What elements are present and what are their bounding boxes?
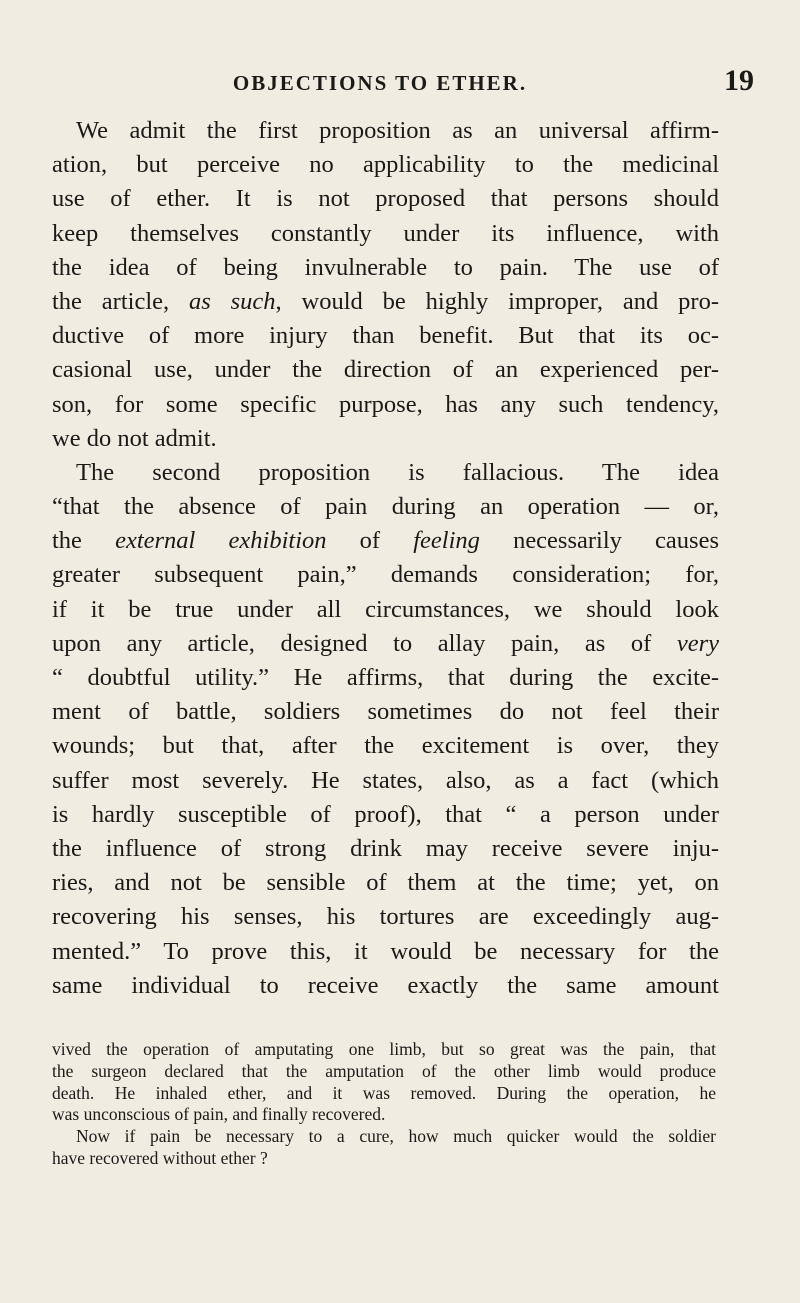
text-line: suffer most severely. He states, also, as a fact (which	[52, 766, 719, 794]
running-head	[40, 64, 754, 100]
text-line: ries, and not be sensible of them at the time; yet, on	[52, 869, 719, 897]
text-line: recovering his senses, his tortures are exceedingly aug-	[52, 903, 719, 931]
footnote	[52, 1039, 716, 1170]
text-line: we do not admit.	[52, 424, 217, 452]
footnote-line: was unconscious of pain, and finally recovered.	[52, 1104, 386, 1125]
text-line: same individual to receive exactly the same amount	[52, 971, 719, 999]
running-title: OBJECTIONS TO ETHER.	[232, 71, 528, 95]
footnote-line: Now if pain be necessary to a cure, how much quicker would the soldier	[76, 1126, 716, 1147]
text-line	[52, 524, 719, 558]
text-run: the article,	[52, 287, 189, 315]
text-line	[52, 285, 719, 319]
text-line: greater subsequent pain,” demands consideration; for,	[52, 561, 719, 589]
text-line: ment of battle, soldiers sometimes do not feel their	[52, 698, 719, 726]
page-number: 19	[724, 64, 754, 97]
footnote-line: vived the operation of amputating one limb, but so great was the pain, that	[52, 1039, 716, 1059]
text-line: We admit the first proposition as an universal affirm-	[76, 117, 719, 144]
footnote-line: death. He inhaled ether, and it was removed. During the operation, he	[52, 1082, 716, 1103]
text-line: is hardly susceptible of proof), that “ a person under	[52, 800, 719, 828]
italic-phrase: as such	[188, 287, 276, 315]
italic-phrase: very	[676, 629, 719, 657]
body-text	[52, 114, 719, 1003]
text-line: if it be true under all circumstances, we should look	[52, 595, 719, 623]
text-line: The second proposition is fallacious. The idea	[76, 458, 719, 486]
text-line: casional use, under the direction of an experienced per-	[52, 356, 719, 384]
text-line: “that the absence of pain during an operation — or,	[52, 493, 719, 521]
text-line: son, for some specific purpose, has any such tendency,	[52, 390, 719, 418]
footnote-line: have recovered without ether ?	[52, 1147, 268, 1168]
text-run: , would be highly improper, and pro-	[275, 287, 719, 315]
text-line: ductive of more injury than benefit. But that its oc-	[52, 322, 719, 350]
text-line: mented.” To prove this, it would be necessary for the	[52, 937, 719, 965]
text-line: wounds; but that, after the excitement is over, they	[52, 732, 719, 760]
text-line: keep themselves constantly under its influence, with	[52, 219, 719, 247]
text-run: upon any article, designed to allay pain, as of	[52, 629, 677, 657]
text-run: of	[326, 527, 414, 555]
italic-phrase: feeling	[413, 527, 480, 555]
text-line: ation, but perceive no applicability to the medicinal	[52, 151, 719, 179]
text-line	[52, 627, 719, 661]
footnote-line: the surgeon declared that the amputation of the other limb would produce	[52, 1060, 716, 1081]
text-run: the	[52, 527, 116, 555]
text-line: the idea of being invulnerable to pain. The use of	[52, 253, 719, 281]
text-line: “ doubtful utility.” He affirms, that during the excite-	[52, 664, 719, 691]
text-line: the influence of strong drink may receive severe inju-	[52, 834, 719, 862]
text-run: necessarily causes	[479, 527, 719, 555]
italic-phrase: external exhibition	[115, 527, 327, 555]
text-line: use of ether. It is not proposed that persons should	[52, 185, 719, 213]
